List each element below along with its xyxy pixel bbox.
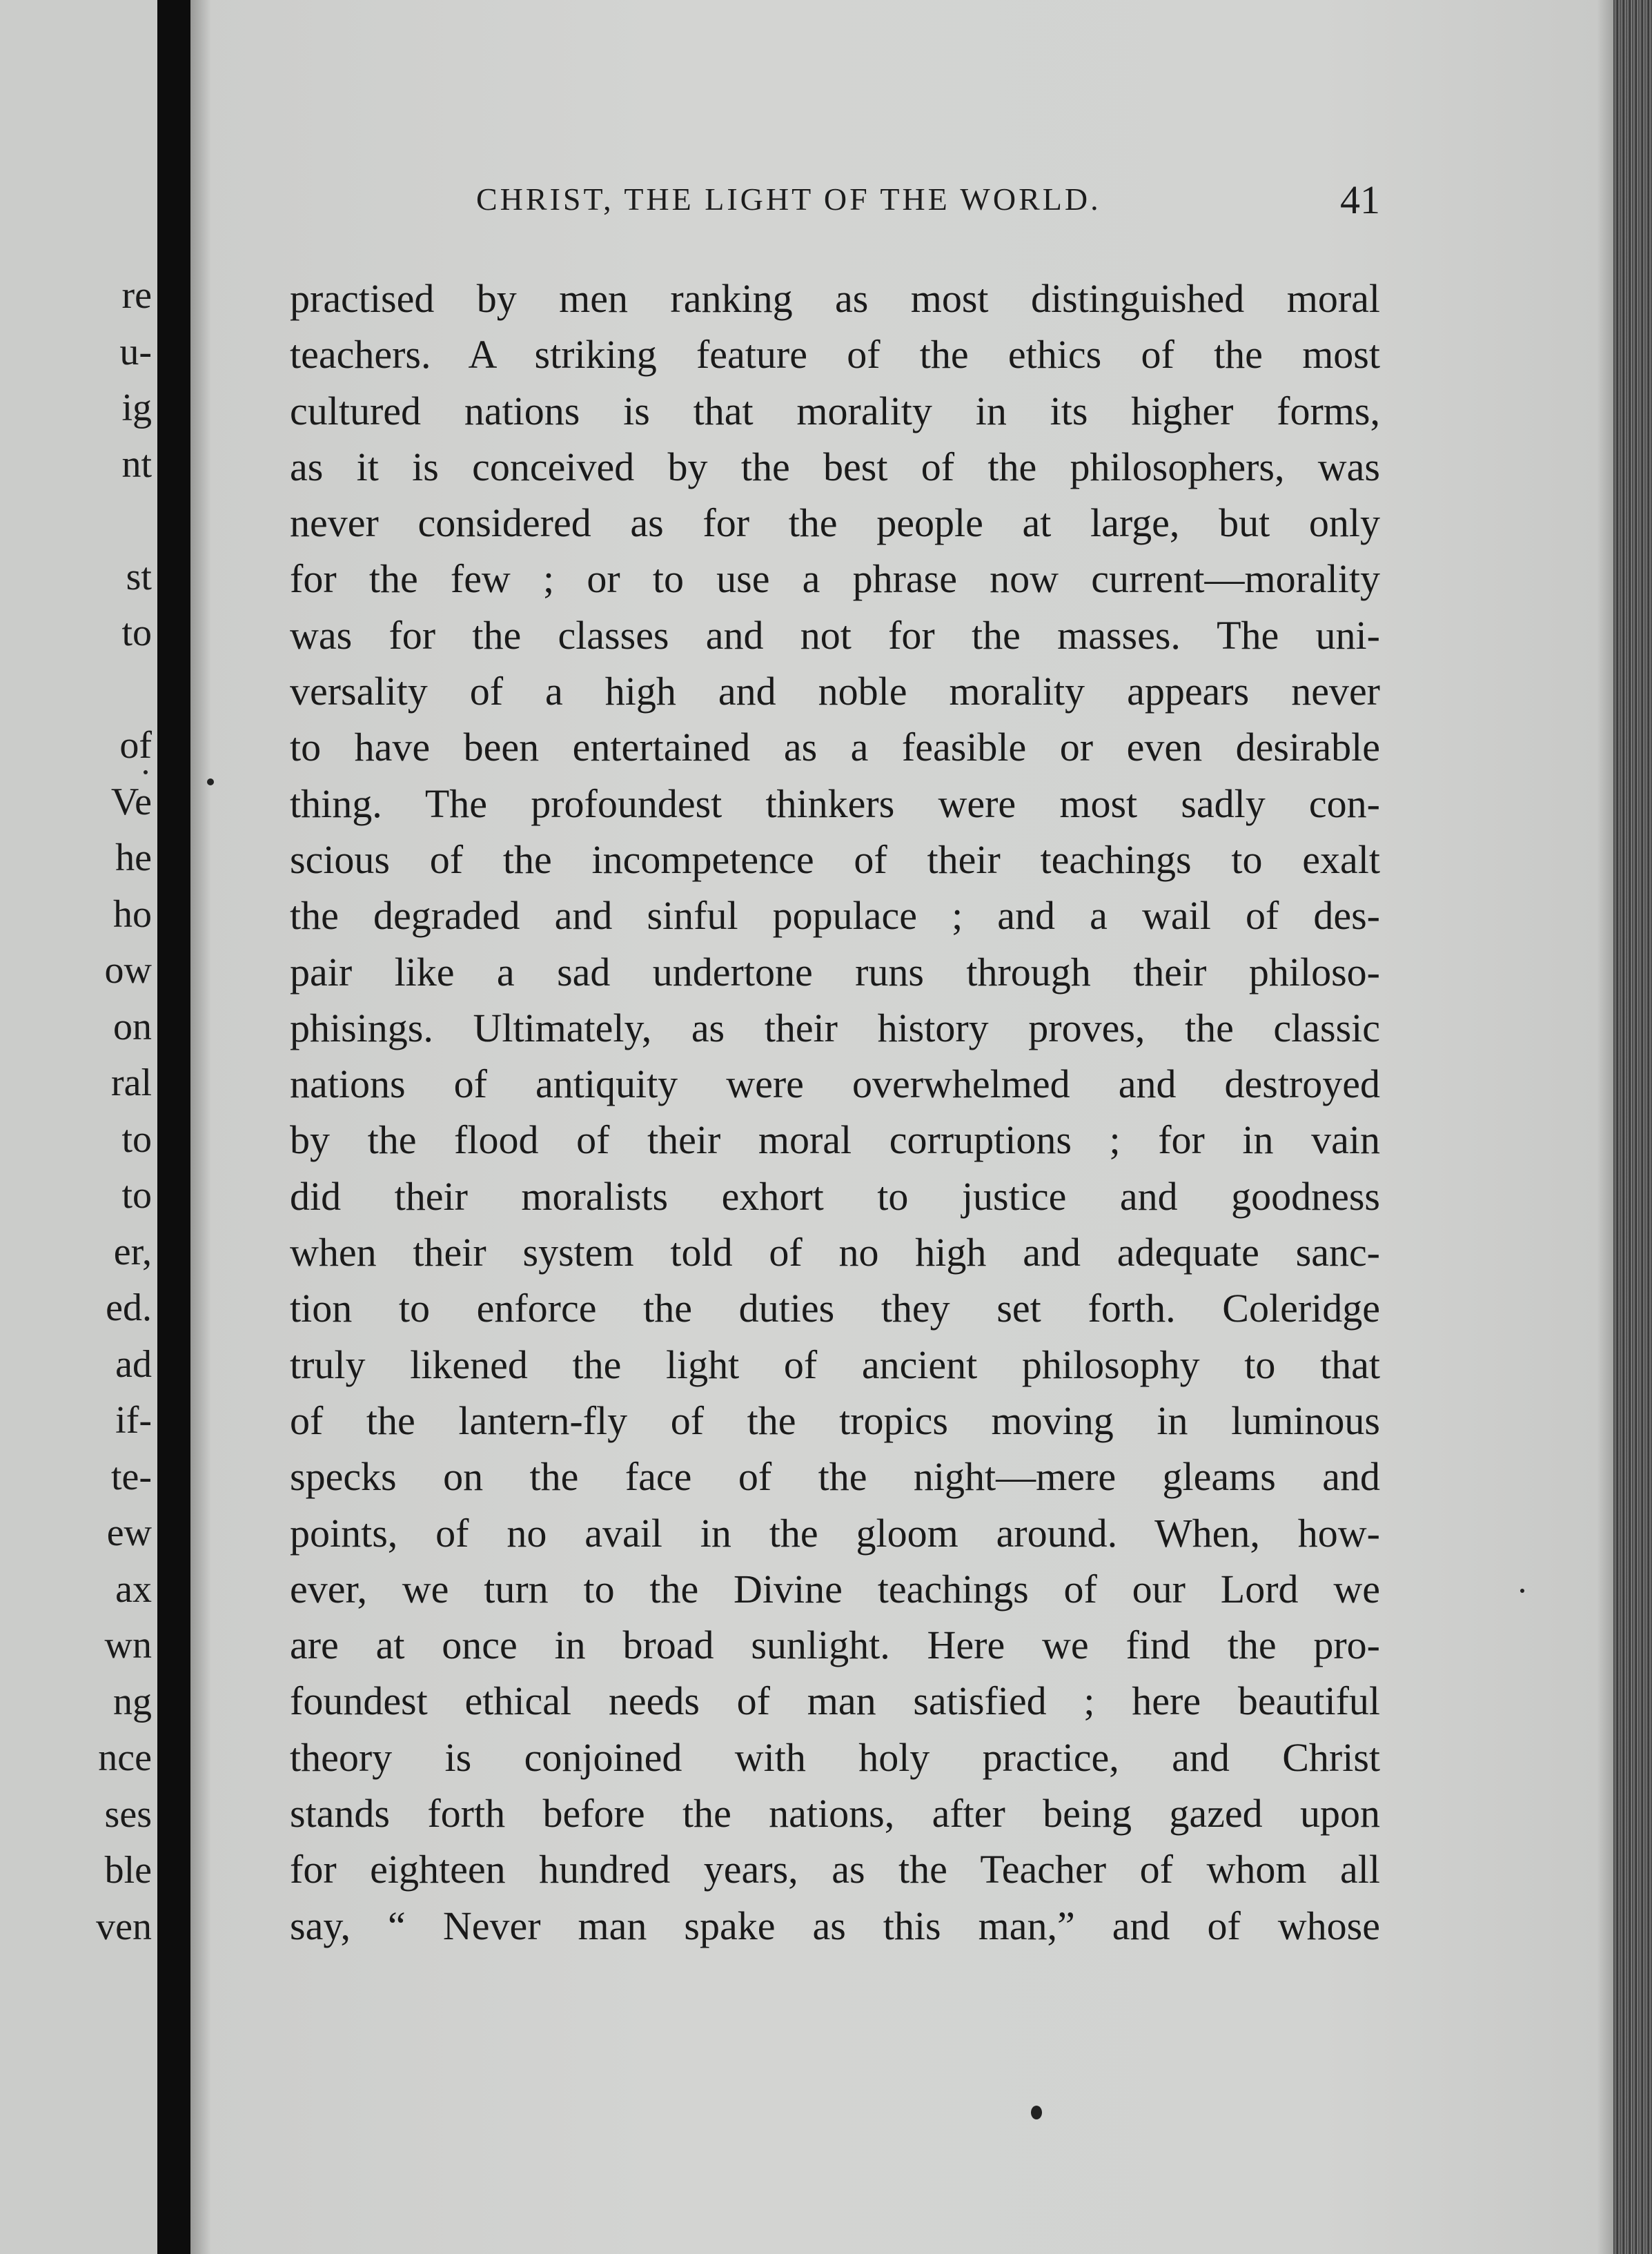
page-number: 41 [1340,177,1380,222]
facing-page-fragment-text: re [121,274,152,317]
text-line: tion to enforce the duties they set forth. Coleridge [290,1286,1380,1331]
running-head [290,177,1380,229]
page-edge-shadow [1597,0,1613,2254]
facing-page-fragment-text: ad [115,1342,152,1386]
text-line: teachers. A striking feature of the ethics of the most [290,332,1380,378]
facing-page-fragment-text: nce [98,1736,152,1779]
facing-page-fragment-text: ew [106,1511,152,1554]
text-line: to have been entertained as a feasible or even desirable [290,725,1380,770]
text-line: never considered as for the people at large, but only [290,500,1380,546]
facing-page-fragment-text: to [121,611,152,654]
text-line: by the flood of their moral corruptions ; for in vain [290,1117,1380,1163]
facing-page-fragment-text: er, [113,1230,152,1273]
facing-page-fragment-text: ig [121,386,152,429]
text-line: are at once in broad sunlight. Here we find the pro- [290,1623,1380,1668]
text-line: of the lantern-fly of the tropics moving in luminous [290,1398,1380,1443]
text-line: versality of a high and noble morality appears never [290,669,1380,714]
facing-page-fragment-text: ow [104,949,152,992]
facing-page-fragment-text: u- [119,330,152,373]
facing-page-fragment-text: Ve [110,780,152,823]
facing-page-fragment-text: ral [110,1061,152,1104]
facing-page-fragment-text: ble [104,1849,152,1892]
text-line: ever, we turn to the Divine teachings of our Lord we [290,1566,1380,1611]
facing-page-fragment-text: wn [104,1624,152,1667]
facing-page-fragment-text: if- [115,1399,152,1442]
facing-page-fragment-text: to [121,1174,152,1217]
facing-page-fragment-text: to [121,1117,152,1161]
text-line: pair like a sad undertone runs through their philoso- [290,949,1380,994]
book-gutter [157,0,190,2254]
running-head-title: CHRIST, THE LIGHT OF THE WORLD. [476,182,1101,217]
gutter-shadow [190,0,211,2254]
text-line: specks on the face of the night—mere gleams and [290,1454,1380,1500]
facing-page-fragment-text: ng [113,1680,152,1723]
facing-page-fragment-text: of [119,724,152,767]
facing-page-fragment [0,0,157,2254]
text-line: practised by men ranking as most distinguished moral [290,276,1380,321]
text-line: points, of no avail in the gloom around. When, how- [290,1510,1380,1556]
text-line: when their system told of no high and adequate sanc- [290,1230,1380,1275]
facing-page-fragment-text: ho [113,892,152,936]
text-line: for eighteen hundred years, as the Teacher of whom all [290,1847,1380,1892]
facing-page-fragment-text: st [126,555,152,598]
text-line: as it is conceived by the best of the philosophers, was [290,444,1380,489]
facing-page-fragment-text [96,662,152,718]
text-line: truly likened the light of ancient philosophy to that [290,1342,1380,1387]
facing-page-fragment-text: te- [110,1455,152,1498]
text-line: theory is conjoined with holy practice, and Christ [290,1734,1380,1780]
facing-page-line-endings [96,268,152,1955]
text-line: foundest ethical needs of man satisfied ; here beautiful [290,1678,1380,1724]
facing-page-fragment-text [96,493,152,549]
facing-page-fragment-text: ses [104,1792,152,1836]
facing-page-fragment-text: on [113,1005,152,1048]
facing-page-fragment-text: ed. [106,1286,152,1329]
text-line: the degraded and sinful populace ; and a wail of des- [290,893,1380,939]
text-line: for the few ; or to use a phrase now current—morality [290,556,1380,602]
facing-page-fragment-text: ven [96,1905,152,1948]
text-line: phisings. Ultimately, as their history proves, the classic [290,1005,1380,1050]
text-line: cultured nations is that morality in its higher forms, [290,388,1380,433]
body-text [290,271,1380,1954]
text-line: say, “ Never man spake as this man,” and of whose [290,1903,1380,1948]
text-line: scious of the incompetence of their teachings to exalt [290,836,1380,882]
facing-page-fragment-text: ax [115,1567,152,1611]
text-line: did their moralists exhort to justice and goodness [290,1173,1380,1219]
text-line: thing. The profoundest thinkers were most sadly con- [290,781,1380,826]
text-line: nations of antiquity were overwhelmed and destroyed [290,1061,1380,1107]
text-line: was for the classes and not for the masses. The uni- [290,612,1380,658]
page-stack-edge [1613,0,1652,2254]
facing-page-fragment-text: nt [121,442,152,486]
text-line: stands forth before the nations, after being gazed upon [290,1791,1380,1836]
facing-page-fragment-text: he [115,836,152,879]
